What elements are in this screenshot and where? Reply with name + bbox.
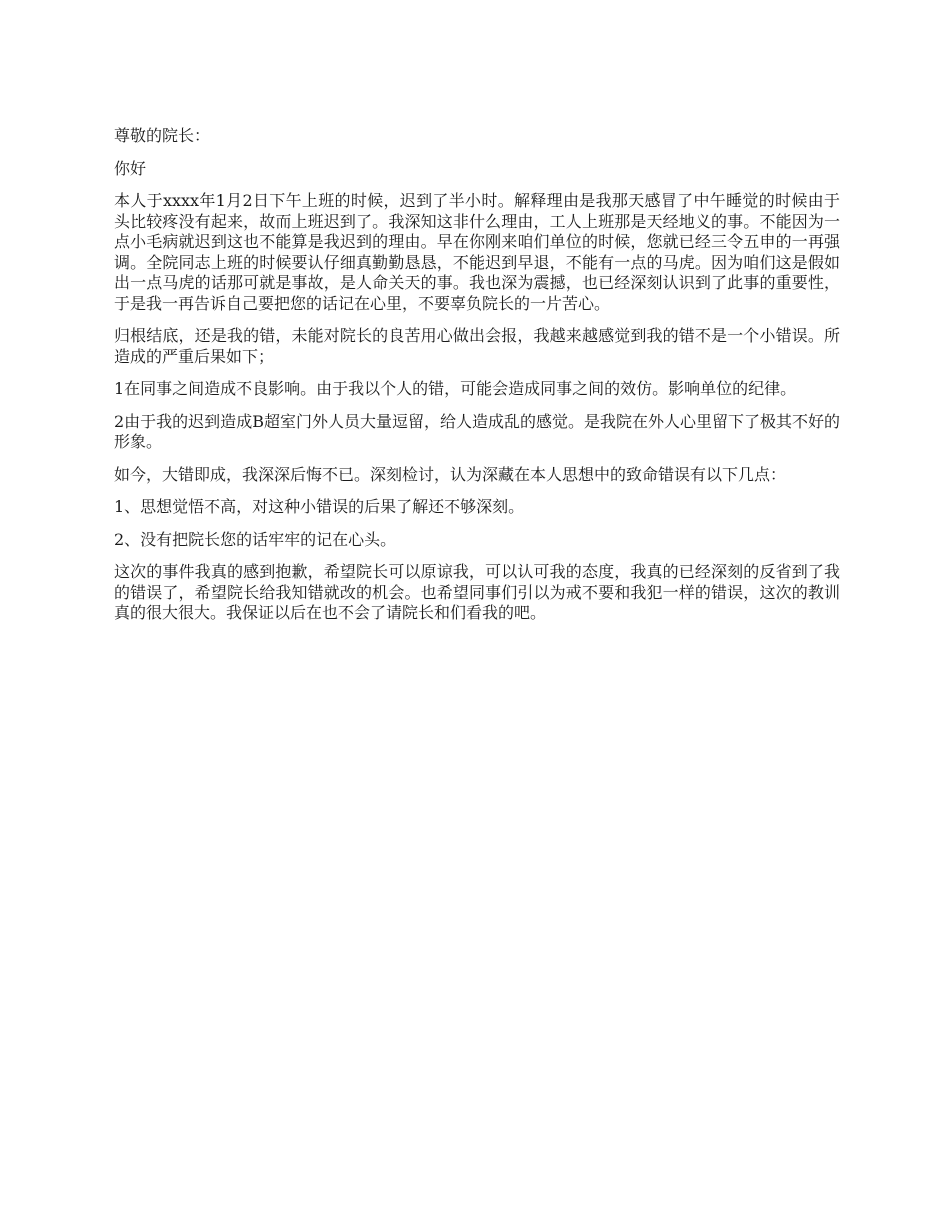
paragraph-reflection: 如今，大错即成，我深深后悔不已。深刻检讨，认为深藏在本人思想中的致命错误有以下几点： [114,464,787,484]
letter-body [114,126,840,636]
paragraph-error-2: 2、没有把院长您的话牢牢的记在心头。 [114,529,397,549]
paragraph-explanation: 本人于xxxx年1月2日下午上班的时候，迟到了半小时。解释理由是我那天感冒了中午睡觉的时候由于头比较疼没有起来，故而上班迟到了。我深知这非什么理由，工人上班那是天经地义的事。不能因为一点小毛病就迟到这也不能算是我迟到的理由。早在你刚来咱们单位的时候，您就已经三令五申的一再强调。全院同志上班的时候要认仔细真勤勤恳恳，不能迟到早退，不能有一点的马虎。因为咱们这是假如出一点马虎的话那可就是事故，是人命关天的事。我也深为震撼，也已经深刻认识到了此事的重要性，于是我一再告诉自己要把您的话记在心里，不要辜负院长的一片苦心。 [114,191,840,313]
paragraph-admission: 归根结底，还是我的错，未能对院长的良苦用心做出会报，我越来越感觉到我的错不是一个小错误。所造成的严重后果如下； [114,326,840,366]
paragraph-error-1: 1、思想觉悟不高，对这种小错误的后果了解还不够深刻。 [114,497,525,516]
greeting: 你好 [114,158,147,178]
paragraph-consequence-2: 2由于我的迟到造成B超室门外人员大量逗留，给人造成乱的感觉。是我院在外人心里留下了极其不好的形象。 [114,411,840,451]
salutation: 尊敬的院长： [114,126,211,145]
paragraph-consequence-1: 1在同事之间造成不良影响。由于我以个人的错，可能会造成同事之间的效仿。影响单位的纪律。 [114,379,797,398]
paragraph-apology: 这次的事件我真的感到抱歉，希望院长可以原谅我，可以认可我的态度，我真的已经深刻的反省到了我的错误了，希望院长给我知错就改的机会。也希望同事们引以为戒不要和我犯一样的错误，这次的教训真的很大很大。我保证以后在也不会了请院长和们看我的吧。 [114,562,840,622]
